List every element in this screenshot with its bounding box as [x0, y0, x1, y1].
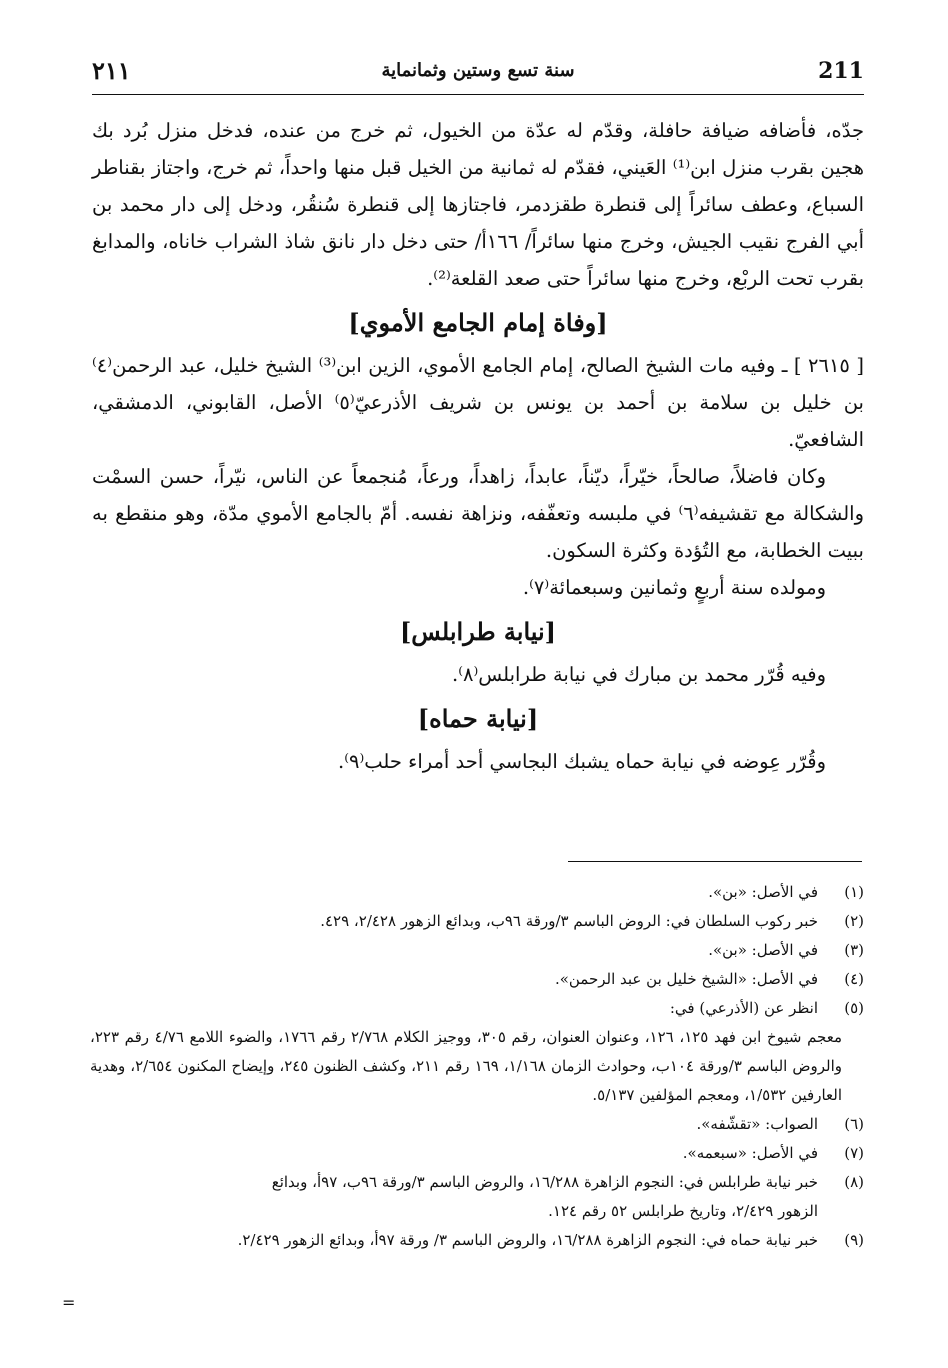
paragraph-5: وفيه قُرّر محمد بن مبارك في نيابة طرابلس⁽٨⁾. — [452, 663, 826, 686]
footnote-number: (٢) — [844, 912, 864, 930]
paragraph-6: وقُرّر عِوضه في نيابة حماه يشبك البجاسي أحد أمراء حلب⁽٩⁾. — [338, 750, 826, 773]
paragraph-4: ومولده سنة أربعٍ وثمانين وسبعمائة⁽٧⁾. — [522, 576, 826, 599]
header-rule — [92, 94, 864, 95]
footnote-text: في الأصل: «بن». — [708, 883, 818, 901]
footnote-text: انظر عن (الأذرعي) في: — [669, 999, 818, 1017]
section-heading-hama: [نيابة حماه] — [417, 704, 539, 733]
footnote-number: (٣) — [844, 941, 864, 959]
footnote-text: الصواب: «تقشّفه». — [696, 1115, 818, 1133]
footnote-text: في الأصل: «الشيخ خليل بن عبد الرحمن». — [554, 970, 818, 988]
paragraph-1: جدّه، فأضافه ضيافة حافلة، وقدّم له عدّة من الخيول، ثم خرج من عنده، فدخل منزل بُرد بك هجين بقرب منزل ابن⁽¹⁾ العَيني، فقدّم له ثمانية من الخيل قبل منها واحداً، ثم خرج، واجتاز بقناطر السباع، وعطف سائراً إلى قنطرة طقزدمر، فاجتازها إلى قنطرة سُنقُر، ودخل إلى دار محمد بن أبي الفرج نقيب الجيش، وخرج منها سائراً/ ١٦٦أ/ حتى دخل دار نانق شاذ الشراب خاناه، والمدابغ بقرب تحت الربْع، وخرج منها سائراً حتى صعد القلعة⁽²⁾. — [92, 119, 864, 290]
page-number-arabic: ٢١١ — [92, 56, 131, 85]
footnote-text: خبر ركوب السلطان في: الروض الباسم ٣/ورقة ٩٦ب، وبدائع الزهور ٢/٤٢٨، ٤٢٩. — [320, 912, 818, 930]
footnote-8 — [90, 1168, 864, 1197]
footnote-number: (٩) — [844, 1231, 864, 1249]
footnote-8-continuation: الزهور ٢/٤٢٩، وتاريخ طرابلس ٥٢ رقم ١٢٤. — [548, 1202, 818, 1220]
footnote-text: خبر نيابة طرابلس في: النجوم الزاهرة ١٦/٢٨٨، والروض الباسم ٣/ورقة ٩٦ب، ٩٧أ، وبدائع — [271, 1173, 818, 1191]
footnote-7 — [90, 1139, 864, 1168]
footnote-number: (١) — [844, 883, 864, 901]
main-text — [92, 112, 864, 780]
paragraph-3: وكان فاضلاً، صالحاً، خيّراً، ديّناً، عابداً، زاهداً، ورعاً، مُنجمعاً عن الناس، نيّراً، حسن السمْت والشكالة مع تقشيفه⁽٦⁾ في ملبسه وتعفّفه، ونزاهة نفسه. أمّ بالجامع الأموي مدّة، وهو منقطع به ببيت الخطابة، مع التُؤدة وكثرة السكون. — [92, 465, 864, 562]
footnote-5-sources: معجم شيوخ ابن فهد ١٢٥، ١٢٦، وعنوان العنوان، رقم ٣٠٥، ووجيز الكلام ٢/٧٦٨ رقم ١٧٦٦، والضوء اللامع ٤/٧٦ رقم ٢٢٣، والروض الباسم ٣/ورقة ١٠٤ب، وحوادث الزمان ١/١٦٨، ١٦٩ رقم ٢١١، وكشف الظنون ٢٤٥، وإيضاح المكنون ٢/٦٥٤، وهدية العارفين ١/٥٣٢، ومعجم المؤلفين ٥/١٣٧. — [90, 1028, 843, 1104]
margin-mark: = — [62, 1293, 76, 1312]
footnote-number: (٤) — [844, 970, 864, 988]
footnote-text: في الأصل: «سبعمه». — [682, 1144, 818, 1162]
footnote-rule — [568, 861, 862, 862]
footnote-4 — [90, 965, 864, 994]
section-heading-tripoli: [نيابة طرابلس] — [399, 617, 557, 646]
running-title: سنة تسع وستين وثمانماية — [381, 60, 575, 81]
paragraph-2: [ ٢٦١٥ ] ـ وفيه مات الشيخ الصالح، إمام الجامع الأموي، الزين ابن⁽³⁾ الشيخ خليل، عبد الرحمن⁽٤⁾ بن خليل بن سلامة بن أحمد بن يونس بن شريف الأذرعيّ⁽٥⁾ الأصل، القابوني، الدمشقي، الشافعيّ. — [92, 354, 864, 451]
footnotes — [90, 878, 864, 1255]
footnote-text: خبر نيابة حماه في: النجوم الزاهرة ١٦/٢٨٨، والروض الباسم ٣/ ورقة ٩٧أ، وبدائع الزهور ٢/٤٢٩. — [237, 1231, 818, 1249]
page-number-latin: 211 — [818, 58, 864, 84]
footnote-number: (٨) — [844, 1173, 864, 1191]
footnote-1 — [90, 878, 864, 907]
footnote-number: (٧) — [844, 1144, 864, 1162]
section-heading-umayyad-imam: [وفاة إمام الجامع الأموي] — [348, 308, 608, 337]
footnote-2 — [90, 907, 864, 936]
footnote-3 — [90, 936, 864, 965]
footnote-number: (٥) — [844, 999, 864, 1017]
footnote-5 — [90, 994, 864, 1023]
footnote-number: (٦) — [844, 1115, 864, 1133]
footnote-9 — [90, 1226, 864, 1255]
footnote-text: في الأصل: «بن». — [708, 941, 818, 959]
page-header — [92, 58, 864, 98]
footnote-6 — [90, 1110, 864, 1139]
